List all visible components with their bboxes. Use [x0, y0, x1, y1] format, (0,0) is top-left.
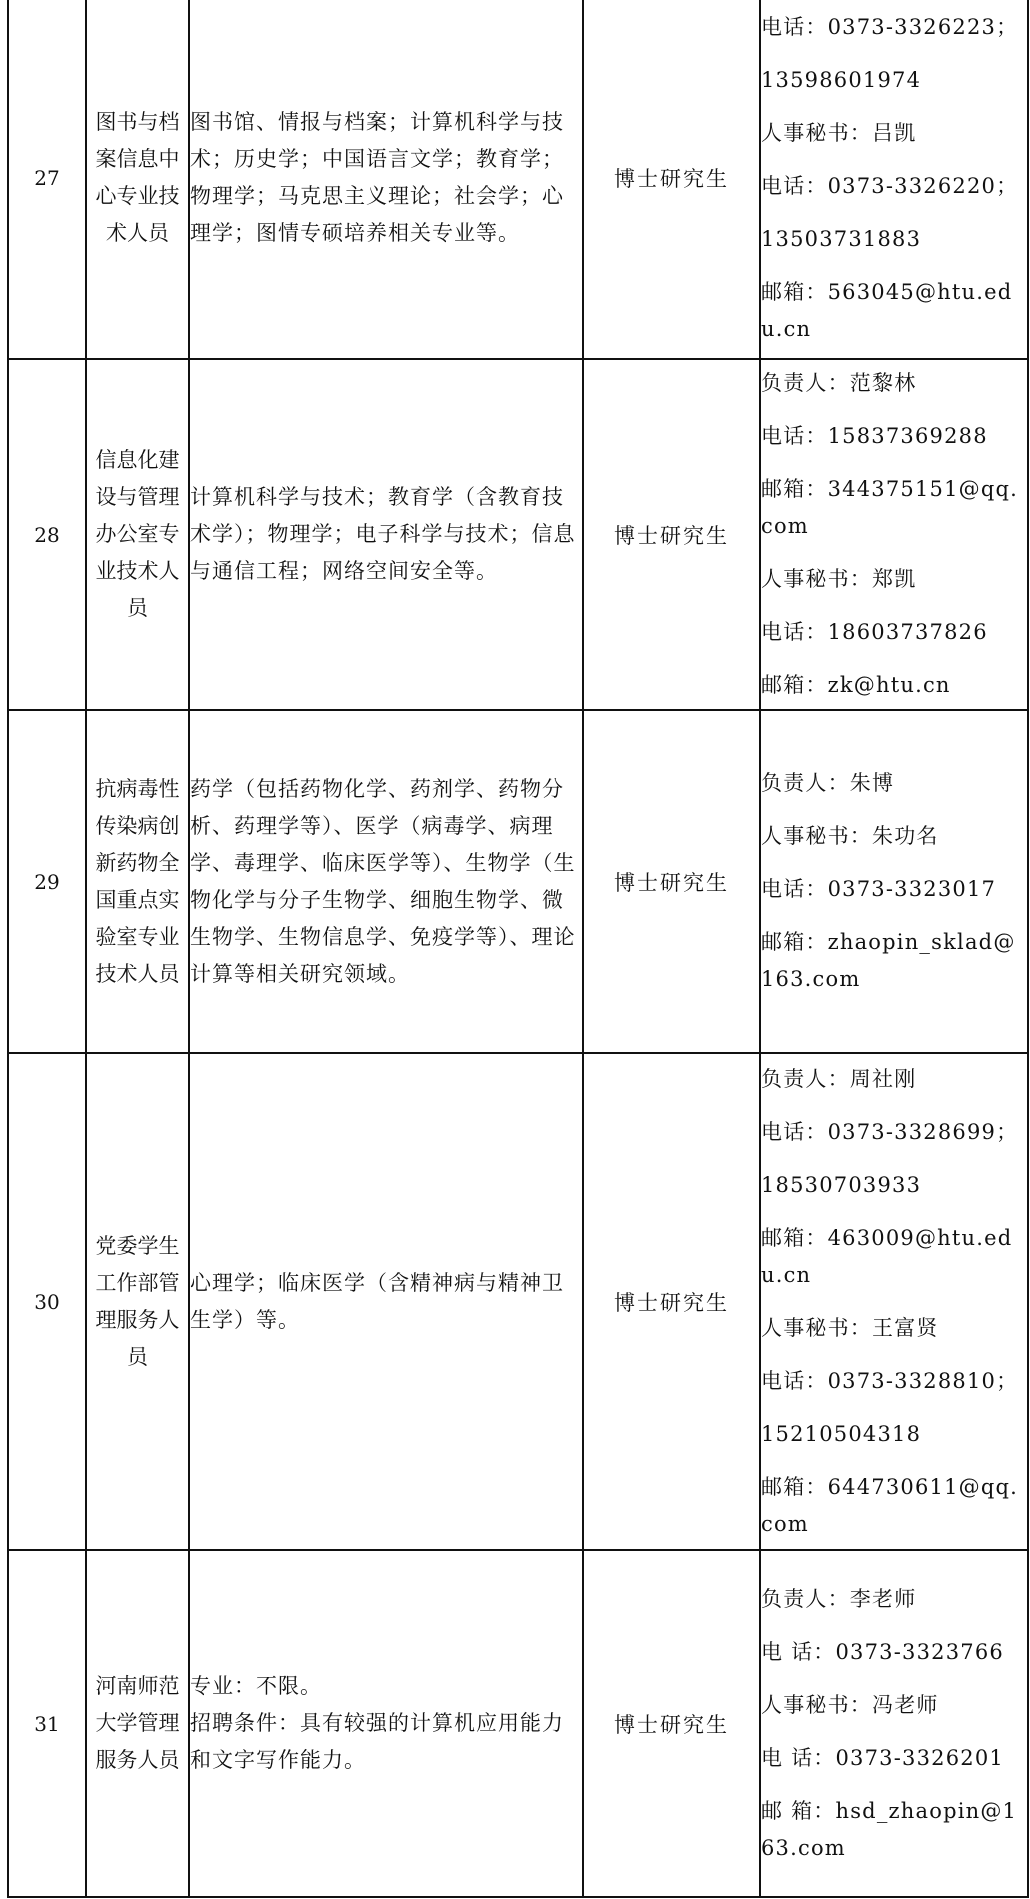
contact-line: 13598601974: [761, 67, 922, 92]
row-number: 31: [8, 1550, 86, 1897]
row-number: 30: [8, 1053, 86, 1550]
department-cell: 信息化建设与管理办公室专业技术人员: [86, 359, 189, 710]
contact-cell: [760, 710, 1028, 1053]
contact-email: 邮箱：344375151@qq.com: [761, 477, 1019, 538]
row-number: 29: [8, 710, 86, 1053]
education-cell: 博士研究生: [583, 359, 760, 710]
table-row: [8, 0, 1028, 359]
contact-line: 电话：0373-3326220；: [761, 173, 1019, 198]
major-cell: [189, 1550, 583, 1897]
major-text: 计算机科学与技术；教育学（含教育技术学）；物理学；电子科学与技术；信息与通信工程；网络空间安全等。: [190, 485, 576, 583]
table-row: [8, 710, 1028, 1053]
contact-line: 负责人：朱博: [761, 771, 895, 795]
contact-line: 电话：0373-3326223；: [761, 14, 1019, 39]
major-cell: [189, 710, 583, 1053]
contact-line: 电话：15837369288: [761, 424, 988, 448]
contact-line: 人事秘书：吕凯: [761, 120, 917, 145]
contact-cell: [760, 1053, 1028, 1550]
contact-line: 人事秘书：朱功名: [761, 824, 939, 848]
department-cell: 河南师范大学管理服务人员: [86, 1550, 189, 1897]
contact-line: 电话：0373-3323017: [761, 877, 997, 901]
contact-line: 电 话：0373-3326201: [761, 1745, 1004, 1770]
table-row: [8, 359, 1028, 710]
major-text: 心理学；临床医学（含精神病与精神卫生学）等。: [190, 1270, 564, 1332]
contact-email: 邮 箱：hsd_zhaopin@163.com: [761, 1798, 1018, 1860]
contact-cell: [760, 359, 1028, 710]
education-cell: 博士研究生: [583, 0, 760, 359]
contact-line: 负责人：周社刚: [761, 1066, 917, 1091]
table-row: [8, 1053, 1028, 1550]
contact-email: 邮箱：563045@htu.edu.cn: [761, 279, 1013, 341]
contact-line: 人事秘书：冯老师: [761, 1692, 939, 1717]
contact-line: 18530703933: [761, 1172, 922, 1197]
contact-email: 邮箱：zhaopin_sklad@163.com: [761, 930, 1016, 991]
contact-email: 邮箱：644730611@qq.com: [761, 1474, 1019, 1536]
table-row: [8, 1550, 1028, 1897]
contact-cell: [760, 0, 1028, 359]
contact-line: 15210504318: [761, 1421, 922, 1446]
department-cell: 党委学生工作部管理服务人员: [86, 1053, 189, 1550]
contact-line: 人事秘书：郑凯: [761, 567, 917, 591]
contact-line: 电话：18603737826: [761, 620, 988, 644]
major-text: 专业：不限。: [190, 1674, 322, 1698]
major-cell: [189, 1053, 583, 1550]
contact-line: 13503731883: [761, 226, 922, 251]
contact-email: 邮箱：zk@htu.cn: [761, 673, 951, 697]
education-cell: 博士研究生: [583, 1550, 760, 1897]
positions-table: [7, 0, 1029, 1898]
contact-email: 邮箱：463009@htu.edu.cn: [761, 1225, 1013, 1287]
department-cell: 图书与档案信息中心专业技术人员: [86, 0, 189, 359]
contact-cell: [760, 1550, 1028, 1897]
department-cell: 抗病毒性传染病创新药物全国重点实验室专业技术人员: [86, 710, 189, 1053]
contact-line: 电话：0373-3328810；: [761, 1368, 1019, 1393]
contact-line: 电话：0373-3328699；: [761, 1119, 1019, 1144]
row-number: 27: [8, 0, 86, 359]
major-text: 图书馆、情报与档案；计算机科学与技术；历史学；中国语言文学；教育学；物理学；马克思主义理论；社会学；心理学；图情专硕培养相关专业等。: [190, 110, 564, 245]
major-text: 药学（包括药物化学、药剂学、药物分析、药理学等）、医学（病毒学、病理学、毒理学、临床医学等）、生物学（生物化学与分子生物学、细胞生物学、微生物学、生物信息学、免疫学等）、理论计算等相关研究领域。: [190, 776, 576, 986]
requirement-text: 招聘条件：具有较强的计算机应用能力和文字写作能力。: [190, 1711, 564, 1772]
row-number: 28: [8, 359, 86, 710]
contact-line: 电 话：0373-3323766: [761, 1639, 1004, 1664]
contact-line: 负责人：范黎林: [761, 371, 917, 395]
education-cell: 博士研究生: [583, 710, 760, 1053]
major-cell: [189, 359, 583, 710]
education-cell: 博士研究生: [583, 1053, 760, 1550]
major-cell: [189, 0, 583, 359]
contact-line: 负责人：李老师: [761, 1586, 917, 1611]
contact-line: 人事秘书：王富贤: [761, 1315, 939, 1340]
